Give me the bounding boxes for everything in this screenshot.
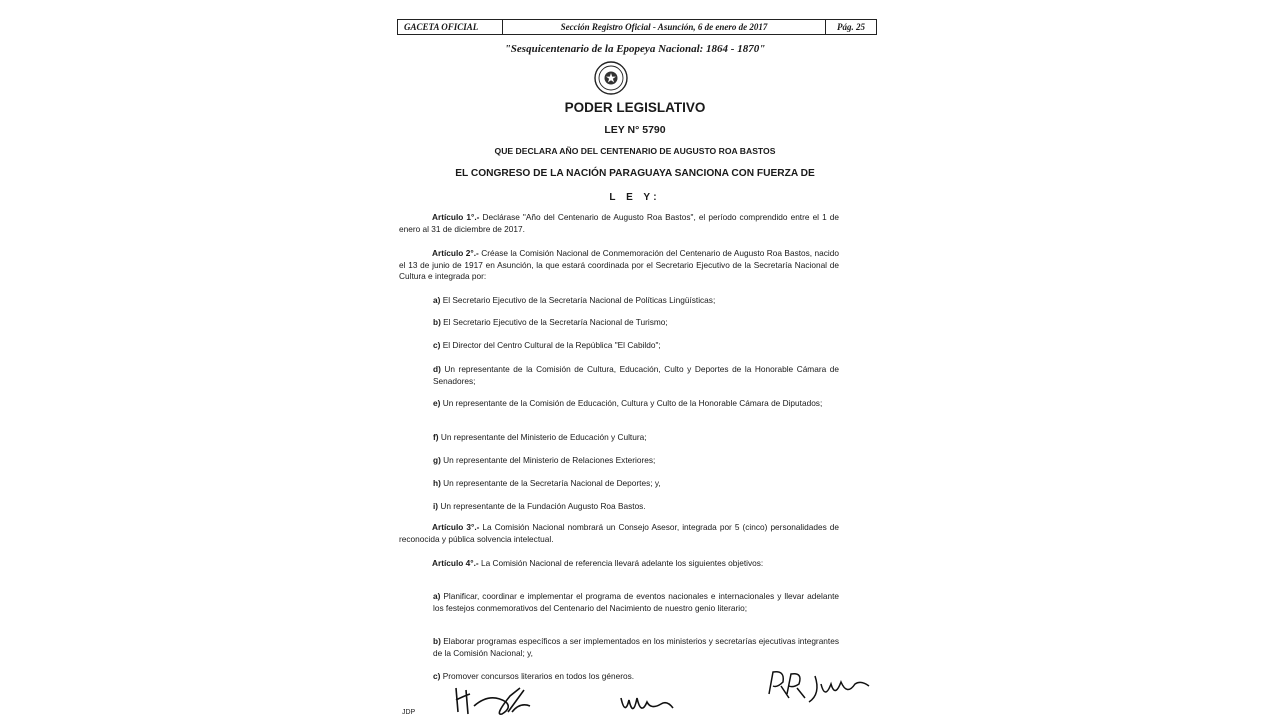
article-text: Declárase "Año del Centenario de Augusto Roa Bastos", el período comprendido entre el 1 de enero al 31 de diciembre de 2017. xyxy=(399,212,840,234)
list-item: e) Un representante de la Comisión de Educación, Cultura y Culto de la Honorable Cámara de Diputados; xyxy=(433,398,823,408)
footer-initials: JDP xyxy=(402,709,416,716)
article-text: La Comisión Nacional nombrará un Consejo Asesor, integrada por 5 (cinco) personalidades de reconocida y pública solvencia intelectual. xyxy=(399,522,839,544)
document-heading: PODER LEGISLATIVO xyxy=(564,100,706,115)
list-item: d) Un representante de la Comisión de Cultura, Educación, Culto y Deportes de la Honorable Cámara de Senadores; xyxy=(433,364,839,386)
article-label: Artículo 2°.- xyxy=(432,248,479,258)
congress-sanction: EL CONGRESO DE LA NACIÓN PARAGUAYA SANCIONA CON FUERZA DE xyxy=(455,168,815,179)
article-label: Artículo 1°.- xyxy=(432,212,480,222)
law-subject: QUE DECLARA AÑO DEL CENTENARIO DE AUGUSTO ROA BASTOS xyxy=(494,146,776,156)
gazette-section-date: Sección Registro Oficial - Asunción, 6 de enero de 2017 xyxy=(560,22,768,32)
list-item: f) Un representante del Ministerio de Educación y Cultura; xyxy=(433,432,647,442)
article-label: Artículo 3°.- xyxy=(432,522,480,532)
article-4 xyxy=(399,558,839,570)
list-item: a) El Secretario Ejecutivo de la Secretaría Nacional de Políticas Lingüísticas; xyxy=(433,295,716,305)
article-label: Artículo 4°.- xyxy=(432,558,479,568)
article-2 xyxy=(399,248,839,283)
national-seal-icon xyxy=(594,61,628,95)
article-text: La Comisión Nacional de referencia llevará adelante los siguientes objetivos: xyxy=(478,558,764,568)
article-text: Créase la Comisión Nacional de Conmemoración del Centenario de Augusto Roa Bastos, nacido el 13 de junio de 1917 en Asunción, la que estará coordinada por el Secretario Ejecutivo de la Secretaría Nacional de Cultura e integrada por: xyxy=(399,248,839,282)
list-item: c) Promover concursos literarios en todos los géneros. xyxy=(433,671,635,681)
article-3 xyxy=(399,522,839,545)
list-item: i) Un representante de la Fundación Augusto Roa Bastos. xyxy=(433,501,646,511)
article-1 xyxy=(399,212,839,235)
list-item: h) Un representante de la Secretaría Nacional de Deportes; y, xyxy=(433,478,661,488)
page-number: Pág. 25 xyxy=(825,20,876,34)
gazette-name: GACETA OFICIAL xyxy=(398,20,503,34)
signature-right xyxy=(765,664,875,708)
gazette-page xyxy=(385,14,885,720)
list-item: c) El Director del Centro Cultural de la República "El Cabildo"; xyxy=(433,340,661,350)
law-number: LEY N° 5790 xyxy=(604,124,666,136)
list-item: b) Elaborar programas específicos a ser implementados en los ministerios y secretarías ejecutivas integrantes de la Comisión Nacional; y, xyxy=(433,636,839,658)
list-item: g) Un representante del Ministerio de Relaciones Exteriores; xyxy=(433,455,656,465)
signature-left xyxy=(450,682,540,718)
gazette-header-bar xyxy=(397,19,877,35)
signature-center xyxy=(617,690,677,720)
list-item: a) Planificar, coordinar e implementar el programa de eventos nacionales e internacionales y llevar adelante los festejos conmemorativos del Centenario del Nacimiento de nuestro genio literario; xyxy=(433,591,839,613)
ley-word: L E Y: xyxy=(609,192,661,203)
list-item: b) El Secretario Ejecutivo de la Secretaría Nacional de Turismo; xyxy=(433,317,668,327)
motto: "Sesquicentenario de la Epopeya Nacional: 1864 - 1870" xyxy=(504,43,766,55)
